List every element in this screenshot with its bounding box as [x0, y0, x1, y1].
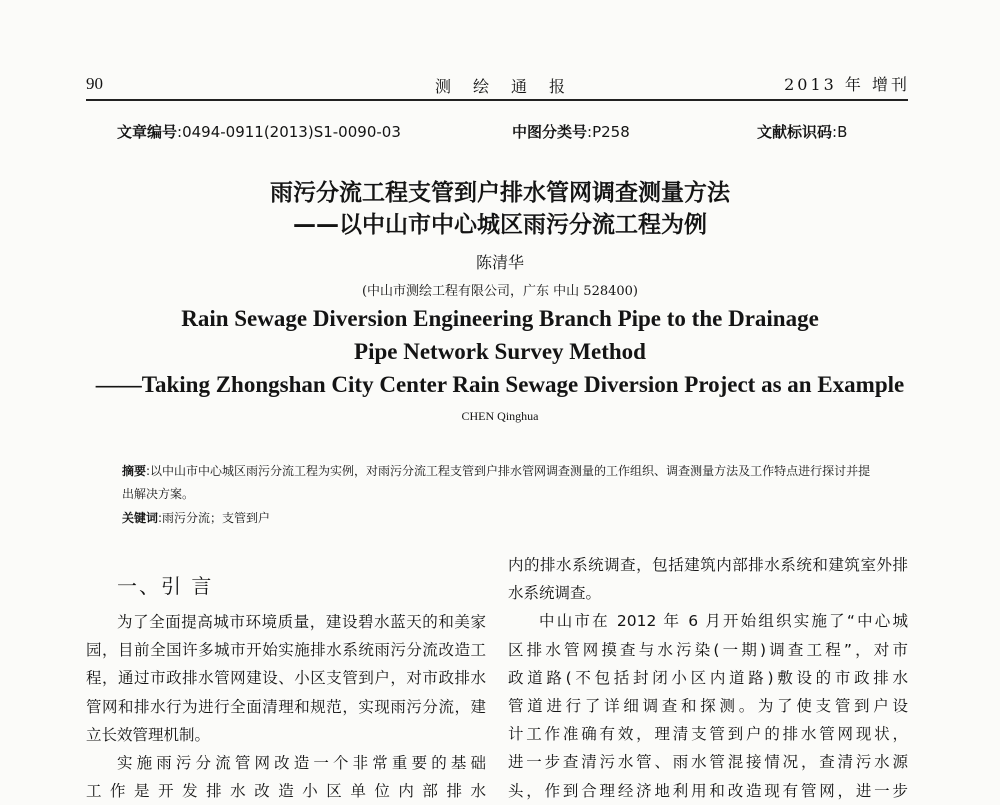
title-en-line3: ——Taking Zhongshan City Center Rain Sewage Diversion Project as an Example [95, 372, 905, 397]
journal-name: 测绘通报 [435, 77, 588, 96]
header-rule [86, 99, 908, 101]
abstract-label: 摘要 [122, 464, 147, 478]
paragraph-line: 中山市在 2012 年 6 月开始组织实施了“中心城 [539, 612, 908, 631]
paragraph: 内的排水系统调查，包括建筑内部排水系统和建筑室外排水系统调查。 [508, 556, 908, 603]
abstract [122, 460, 882, 506]
clc-number: 中图分类号:P258 [512, 123, 630, 141]
paragraph-line: 区排水管网摸查与水污染(一期)调查工程”，对市 [508, 640, 908, 659]
year-issue: 2013 年 增刊 [784, 75, 910, 94]
title-cn-line1: 雨污分流工程支管到户排水管网调查测量方法 [270, 180, 730, 206]
paragraph-line: 进一步查清污水管、雨水管混接情况，查清污水源 [508, 753, 908, 772]
paragraph: 为了全面提高城市环境质量，建设碧水蓝天的和美家园，目前全国许多城市开始实施排水系统雨污分流改造工程，通过市政排水管网建设、小区支管到户，对市政排水管网和排水行为进行全面清理和规范，实现雨污分流，建立长效管理机制。 [86, 613, 486, 744]
paragraph-line: 头，作到合理经济地利用和改造现有管网，进一步 [508, 781, 908, 800]
author-cn: 陈清华 [475, 253, 524, 272]
section-heading: 一、引 言 [117, 574, 214, 598]
paragraph-line: 政道路(不包括封闭小区内道路)敷设的市政排水 [508, 668, 908, 687]
abstract-text: :以中山市中心城区雨污分流工程为实例，对雨污分流工程支管到户排水管网调查测量的工作组织、调查测量方法及工作特点进行探讨并提出解决方案。 [122, 464, 871, 501]
affiliation: (中山市测绘工程有限公司，广东 中山 528400) [361, 284, 639, 299]
title-cn-line2: ——以中山市中心城区雨污分流工程为例 [293, 212, 707, 238]
paragraph-line: 计工作准确有效，理清支管到户的排水管网现状， [508, 725, 908, 744]
page-number: 90 [86, 74, 103, 93]
document-code: 文献标识码:B [757, 123, 848, 141]
title-en-line1: Rain Sewage Diversion Engineering Branch Pipe to the Drainage [181, 306, 819, 331]
right-column [508, 551, 908, 805]
keywords [122, 509, 270, 526]
left-column [86, 608, 486, 805]
paragraph-line: 管道进行了详细调查和探测。为了使支管到户设 [508, 697, 908, 716]
title-en-line2: Pipe Network Survey Method [354, 339, 646, 364]
article-number: 文章编号:0494-0911(2013)S1-0090-03 [117, 123, 401, 141]
paragraph-line: 实施雨污分流管网改造一个非常重要的基础 [117, 754, 486, 773]
paragraph-line: 工作是开发排水改造小区单位内部排水 [86, 782, 486, 801]
keywords-text: :雨污分流；支管到户 [158, 511, 271, 525]
author-en: CHEN Qinghua [461, 409, 539, 423]
keywords-label: 关键词 [122, 511, 159, 525]
